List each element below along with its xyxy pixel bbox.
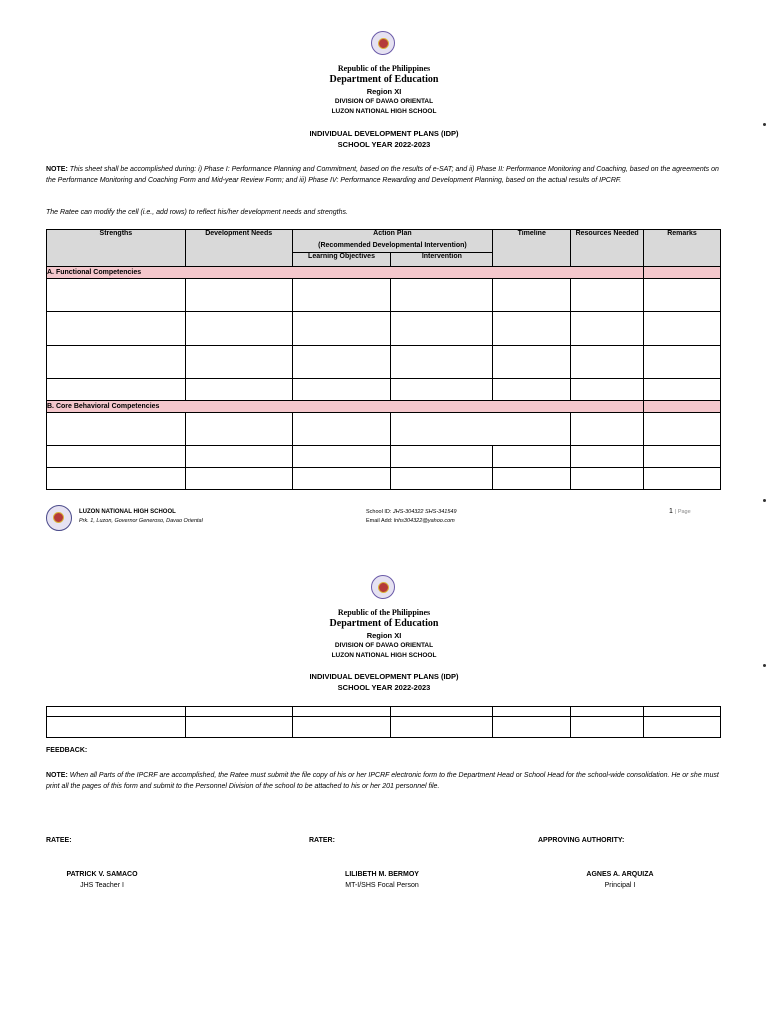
table-row [47,413,721,446]
col-intervention: Intervention [391,253,493,267]
edge-mark [763,123,766,126]
footer-school-name: LUZON NATIONAL HIGH SCHOOL [79,509,176,515]
republic-line: Republic of the Philippines [337,608,431,617]
col-action-plan-sub: (Recommended Developmental Intervention) [292,242,493,253]
table-row [47,379,721,401]
table-row [47,707,721,717]
footer-email: Email Add: lnhs304322@yahoo.com [366,518,455,524]
ratee-label: RATEE: [46,837,72,844]
region-line: Region XI [366,631,402,640]
school-line: LUZON NATIONAL HIGH SCHOOL [331,108,437,115]
table-row [47,312,721,346]
submission-note: NOTE: When all Parts of the IPCRF are accomplished, the Ratee must submit the file copy of his or her IPCRF electronic form to the Department Head or School Head for the school-wide consolidation. He or she must print all the pages of this form and submit to the Personnel Division of the school to be attached to his or her 201 personnel file. [46,772,719,790]
col-strengths: Strengths [47,230,186,267]
table-row [47,279,721,312]
approving-authority-label: APPROVING AUTHORITY: [538,837,625,844]
col-learning-objectives: Learning Objectives [292,253,391,267]
rater-position: MT-I/SHS Focal Person [345,882,419,889]
region-line: Region XI [366,87,402,96]
form-title: INDIVIDUAL DEVELOPMENT PLANS (IDP) [309,672,459,681]
idp-table [46,229,721,490]
department-line: Department of Education [329,618,439,629]
idp-table-continued [46,706,721,738]
division-line: DIVISION OF DAVAO ORIENTAL [334,98,434,105]
rater-name: LILIBETH M. BERMOY [345,871,419,878]
footer-address: Prk. 1, Luzon, Governor Generoso, Davao Oriental [79,518,203,524]
ratee-name: PATRICK V. SAMACO [66,871,138,878]
school-year: SCHOOL YEAR 2022-2023 [337,140,431,149]
table-row [47,346,721,379]
school-seal-icon [46,505,72,531]
school-year: SCHOOL YEAR 2022-2023 [337,683,431,692]
table-row [47,717,721,738]
phase-note: NOTE: This sheet shall be accomplished during: i) Phase I: Performance Planning and Commitment, based on the results of e-SAT; and ii) Phase II: Performance Monitoring and Coaching, based on the agreements on the Performance Monitoring and Coaching Form and Mid-year Review Form; and iii) Phase IV: Performance Rewarding and Development Planning, based on the actual results of IPCRF. [46,166,719,184]
feedback-label: FEEDBACK: [46,747,88,754]
form-title: INDIVIDUAL DEVELOPMENT PLANS (IDP) [309,129,459,138]
deped-seal-icon [371,31,395,55]
deped-seal-icon-page2 [371,575,395,599]
col-timeline: Timeline [493,230,571,267]
school-line: LUZON NATIONAL HIGH SCHOOL [331,652,437,659]
division-line: DIVISION OF DAVAO ORIENTAL [334,642,434,649]
ratee-note: The Ratee can modify the cell (i.e., add rows) to reflect his/her development needs and strengths. [46,209,348,216]
footer-school-id: School ID: JHS-304322 SHS-341549 [366,509,457,515]
col-action-plan: Action Plan [292,230,493,242]
department-line: Department of Education [329,74,439,85]
approver-name: AGNES A. ARQUIZA [586,871,654,878]
col-remarks: Remarks [644,230,721,267]
page-number: 1 | Page [669,508,691,515]
table-row [47,446,721,468]
approver-position: Principal I [604,882,636,889]
section-functional: A. Functional Competencies [47,267,644,279]
ratee-position: JHS Teacher I [80,882,124,889]
edge-mark [763,664,766,667]
table-row [47,468,721,490]
rater-label: RATER: [309,837,335,844]
republic-line: Republic of the Philippines [337,64,431,73]
edge-mark [763,499,766,502]
col-development-needs: Development Needs [185,230,292,267]
col-resources: Resources Needed [571,230,644,267]
section-core-behavioral: B. Core Behavioral Competencies [47,401,644,413]
